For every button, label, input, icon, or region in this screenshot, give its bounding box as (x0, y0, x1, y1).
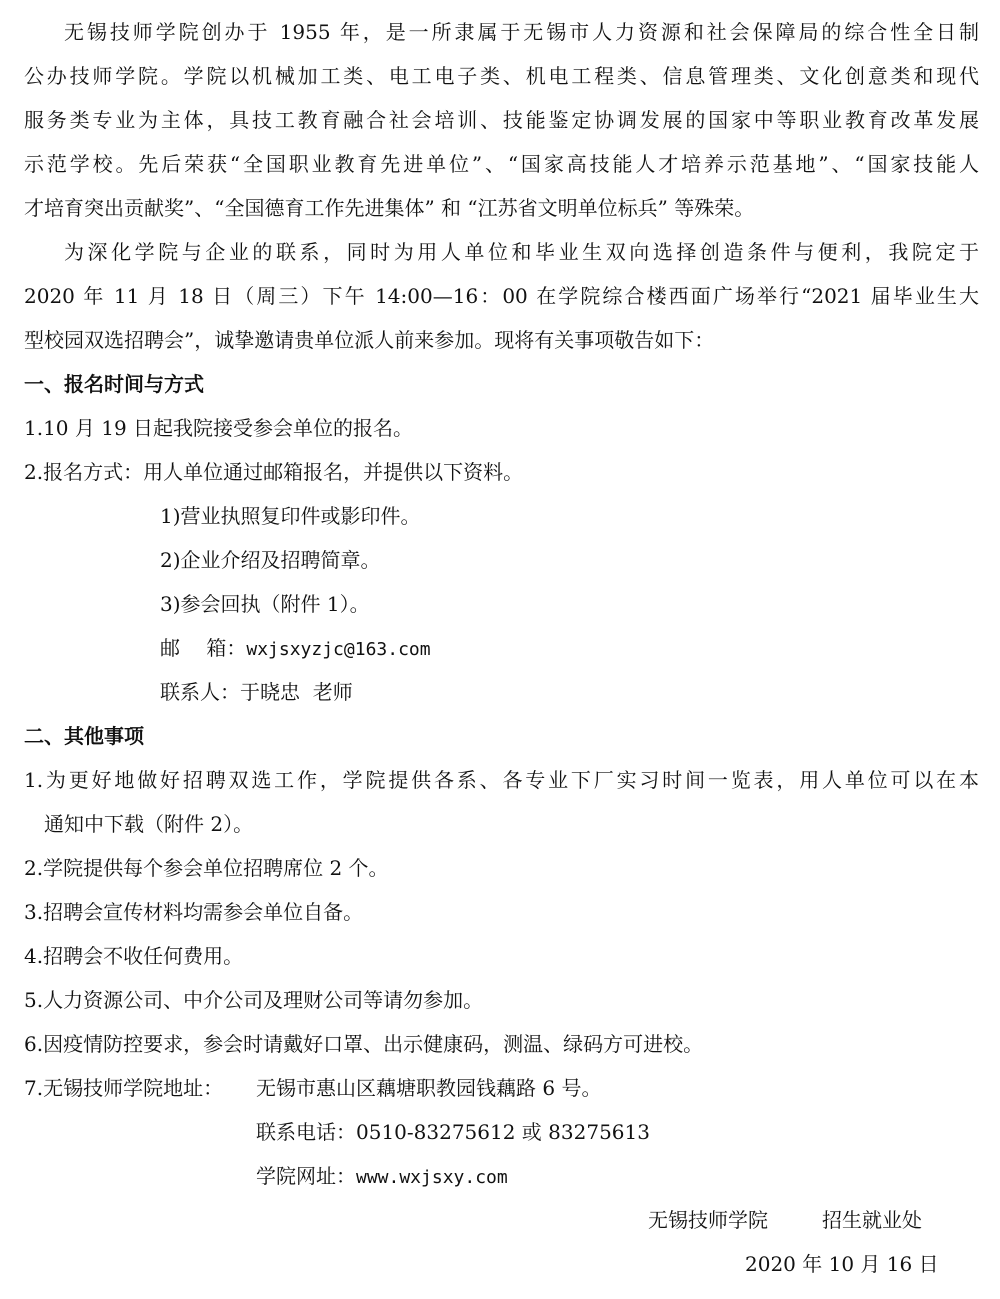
email-label: 邮 箱： (160, 636, 247, 660)
intro-paragraph-2-line-2: 2020 年 11 月 18 日（周三）下午 14:00—16：00 在学院综合楼西面广场举行“2021 届毕业生大 (24, 284, 979, 308)
phone-label: 联系电话： (256, 1120, 356, 1144)
section-2-item-4: 4.招聘会不收任何费用。 (24, 944, 244, 968)
section-2-item-1-line-2: 通知中下载（附件 2）。 (44, 812, 254, 836)
signature-dept: 招生就业处 (822, 1208, 922, 1232)
phone-row (256, 1114, 650, 1150)
section-1-sub-item-1: 1)营业执照复印件或影印件。 (160, 504, 421, 528)
address-label: 7.无锡技师学院地址： (24, 1076, 224, 1100)
section-2-item-5: 5.人力资源公司、中介公司及理财公司等请勿参加。 (24, 988, 484, 1012)
website-link[interactable]: www.wxjsxy.com (356, 1167, 508, 1188)
section-2-heading: 二、其他事项 (24, 724, 144, 748)
section-2-item-2: 2.学院提供每个参会单位招聘席位 2 个。 (24, 856, 389, 880)
intro-paragraph-2-line-1: 为深化学院与企业的联系，同时为用人单位和毕业生双向选择创造条件与便利，我院定于 (64, 240, 979, 264)
contact-label: 联系人： (160, 680, 240, 704)
intro-paragraph-1-line-3: 服务类专业为主体，具技工教育融合社会培训、技能鉴定协调发展的国家中等职业教育改革发展 (24, 108, 979, 132)
signature-date: 2020 年 10 月 16 日 (745, 1252, 939, 1276)
email-link[interactable]: wxjsxyzjc@163.com (246, 639, 431, 660)
section-2-item-3: 3.招聘会宣传材料均需参会单位自备。 (24, 900, 364, 924)
website-label: 学院网址： (256, 1164, 356, 1188)
website-row (256, 1158, 508, 1194)
contact-row (160, 674, 353, 710)
section-1-item-1: 1.10 月 19 日起我院接受参会单位的报名。 (24, 416, 414, 440)
email-row (160, 630, 431, 666)
intro-paragraph-1-line-5: 才培育突出贡献奖”、“全国德育工作先进集体” 和 “江苏省文明单位标兵” 等殊荣。 (24, 196, 755, 220)
section-2-item-7 (24, 1070, 223, 1106)
section-2-item-6: 6.因疫情防控要求，参会时请戴好口罩、出示健康码，测温、绿码方可进校。 (24, 1032, 704, 1056)
section-2-item-1-line-1: 1.为更好地做好招聘双选工作，学院提供各系、各专业下厂实习时间一览表，用人单位可以在本 (24, 768, 979, 792)
signature-org: 无锡技师学院 (648, 1208, 768, 1232)
section-1-sub-item-2: 2)企业介绍及招聘简章。 (160, 548, 381, 572)
contact-name: 于晓忠 老师 (240, 680, 353, 704)
intro-paragraph-1-line-1: 无锡技师学院创办于 1955 年，是一所隶属于无锡市人力资源和社会保障局的综合性全日制 (64, 20, 979, 44)
address-value: 无锡市惠山区藕塘职教园钱藕路 6 号。 (256, 1076, 602, 1100)
section-1-item-2: 2.报名方式：用人单位通过邮箱报名，并提供以下资料。 (24, 460, 524, 484)
phone-value: 0510-83275612 或 83275613 (356, 1120, 650, 1144)
section-1-sub-item-3: 3)参会回执（附件 1）。 (160, 592, 370, 616)
intro-paragraph-1-line-2: 公办技师学院。学院以机械加工类、电工电子类、机电工程类、信息管理类、文化创意类和现代 (24, 64, 979, 88)
intro-paragraph-2-line-3: 型校园双选招聘会”，诚挚邀请贵单位派人前来参加。现将有关事项敬告如下： (24, 328, 715, 352)
intro-paragraph-1-line-4: 示范学校。先后荣获“全国职业教育先进单位”、“国家高技能人才培养示范基地”、“国家技能人 (24, 152, 979, 176)
section-1-heading: 一、报名时间与方式 (24, 372, 204, 396)
